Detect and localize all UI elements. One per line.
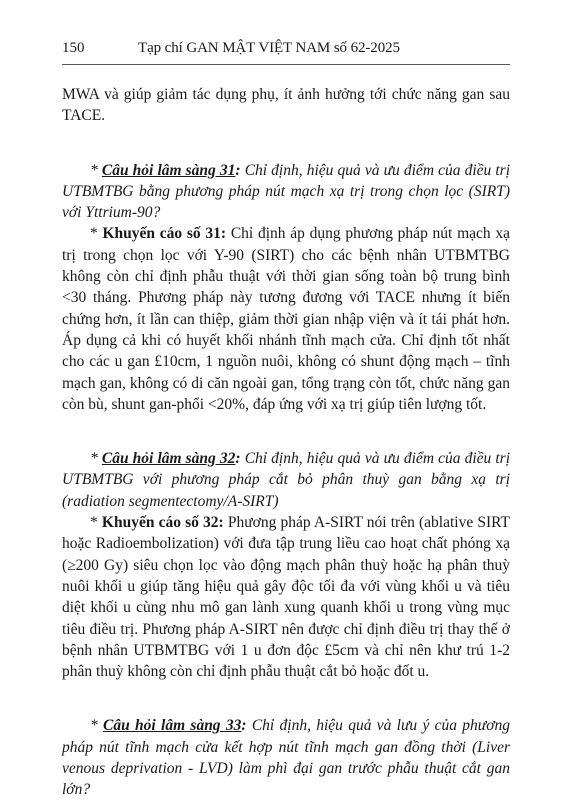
journal-title: Tạp chí GAN MẬT VIỆT NAM số 62-2025 xyxy=(138,40,400,56)
clinical-question-31: * Câu hỏi lâm sàng 31: Chỉ định, hiệu quả và ưu điểm của điều trị UTBMTBG bằng phương pháp nút mạch xạ trị trong chọn lọc (SIRT) với Yttrium-90? xyxy=(62,161,511,222)
header-rule xyxy=(62,64,510,65)
article-body xyxy=(62,84,510,801)
question-33-label: Câu hỏi lâm sàng 33: xyxy=(103,717,247,735)
clinical-question-33: * Câu hỏi lâm sàng 33: Chỉ định, hiệu quả và lưu ý của phương pháp nút tĩnh mạch cửa kết hợp nút tĩnh mạch gan đồng thời (Liver venous deprivation - LVD) làm phì đại gan trước phẫu thuật cắt gan lớn? xyxy=(62,717,511,799)
recommendation-31: * Khuyến cáo số 31: Chỉ định áp dụng phương pháp nút mạch xạ trị trong chọn lọc với Y-90 (SIRT) cho các bệnh nhân UTBMTBG không còn chỉ định phẫu thuật với thời gian sống toàn bộ trung bình <30 tháng. Phương pháp này tương đương với TACE nhưng ít biến chứng hơn, ít lần can thiệp, giảm thời gian nhập viện và ít tái phát hơn. Áp dụng cả khi có huyết khối nhánh tĩnh mạch cửa. Chỉ định tốt nhất cho các u gan £10cm, 1 nguồn nuôi, không có shunt động mạch – tĩnh mạch gan, không có di căn ngoài gan, tổng trạng còn tốt, chức năng gan còn bù, shunt gan-phổi <20%, đáp ứng với xạ trị giúp tiên lượng tốt. xyxy=(62,225,511,413)
recommendation-32: * Khuyến cáo số 32: Phương pháp A-SIRT nói trên (ablative SIRT hoặc Radioembolization) với đưa tập trung liều cao hoạt chất phóng xạ (≥200 Gy) siêu chọn lọc vào động mạch phân thuỳ hoặc hạ phân thuỳ nuôi khối u giúp tăng hiệu quả gây độc tối đa với vùng khối u và tiêu diệt khối u cùng nhu mô gan lành xung quanh khối u trong vùng mục tiêu điều trị. Phương pháp A-SIRT nên được chỉ định điều trị thay thế ở bệnh nhân UTBMTBG với 1 u đơn độc £5cm và chỉ nên khư trú 1-2 phân thuỳ không còn chỉ định phẫu thuật cắt bỏ hoặc đốt u. xyxy=(62,514,511,681)
recommendation-32-label: Khuyến cáo số 32: xyxy=(101,514,224,532)
question-32-label: Câu hỏi lâm sàng 32: xyxy=(101,450,241,468)
question-33-text: Chỉ định, hiệu quả và lưu ý của phương pháp nút tĩnh mạch cửa kết hợp nút tĩnh mạch gan đồng thời (Liver venous deprivation - LVD) làm phì đại gan trước phẫu thuật cắt gan lớn? xyxy=(62,717,511,799)
recommendation-32-text: Phương pháp A-SIRT nói trên (ablative SIRT hoặc Radioembolization) với đưa tập trung liều cao hoạt chất phóng xạ (≥200 Gy) siêu chọn lọc vào động mạch phân thuỳ hoặc hạ phân thuỳ nuôi khối u giúp tăng hiệu quả gây độc tối đa với vùng khối u và tiêu diệt khối u cùng nhu mô gan lành xung quanh khối u trong vùng mục tiêu điều trị. Phương pháp A-SIRT nên được chỉ định điều trị thay thế ở bệnh nhân UTBMTBG với 1 u đơn độc £5cm và chỉ nên khư trú 1-2 phân thuỳ không còn chỉ định phẫu thuật cắt bỏ hoặc đốt u. xyxy=(62,514,511,681)
question-31-text: Chỉ định, hiệu quả và ưu điểm của điều trị UTBMTBG bằng phương pháp nút mạch xạ trị trong chọn lọc (SIRT) với Yttrium-90? xyxy=(62,161,511,222)
page-number: 150 xyxy=(62,40,85,56)
recommendation-31-text: Chỉ định áp dụng phương pháp nút mạch xạ trị trong chọn lọc với Y-90 (SIRT) cho các bệnh nhân UTBMTBG không còn chỉ định phẫu thuật với thời gian sống toàn bộ trung bình <30 tháng. Phương pháp này tương đương với TACE nhưng ít biến chứng hơn, ít lần can thiệp, giảm thời gian nhập viện và ít tái phát hơn. Áp dụng cả khi có huyết khối nhánh tĩnh mạch cửa. Chỉ định tốt nhất cho các u gan £10cm, 1 nguồn nuôi, không có shunt động mạch – tĩnh mạch gan, không có di căn ngoài gan, tổng trạng còn tốt, chức năng gan còn bù, shunt gan-phổi <20%, đáp ứng với xạ trị giúp tiên lượng tốt. xyxy=(62,225,511,413)
clinical-question-32: * Câu hỏi lâm sàng 32: Chỉ định, hiệu quả và ưu điểm của điều trị UTBMTBG với phương pháp cắt bỏ phân thuỳ gan bằng xạ trị (radiation segmentectomy/A-SIRT) xyxy=(62,450,511,510)
question-32-text: Chỉ định, hiệu quả và ưu điểm của điều trị UTBMTBG với phương pháp cắt bỏ phân thuỳ gan bằng xạ trị (radiation segmentectomy/A-SIRT) xyxy=(62,450,511,510)
question-31-label: Câu hỏi lâm sàng 31: xyxy=(101,161,241,179)
intro-paragraph: MWA và giúp giảm tác dụng phụ, ít ảnh hưởng tới chức năng gan sau TACE. xyxy=(62,86,510,125)
recommendation-31-label: Khuyến cáo số 31: xyxy=(102,225,227,243)
